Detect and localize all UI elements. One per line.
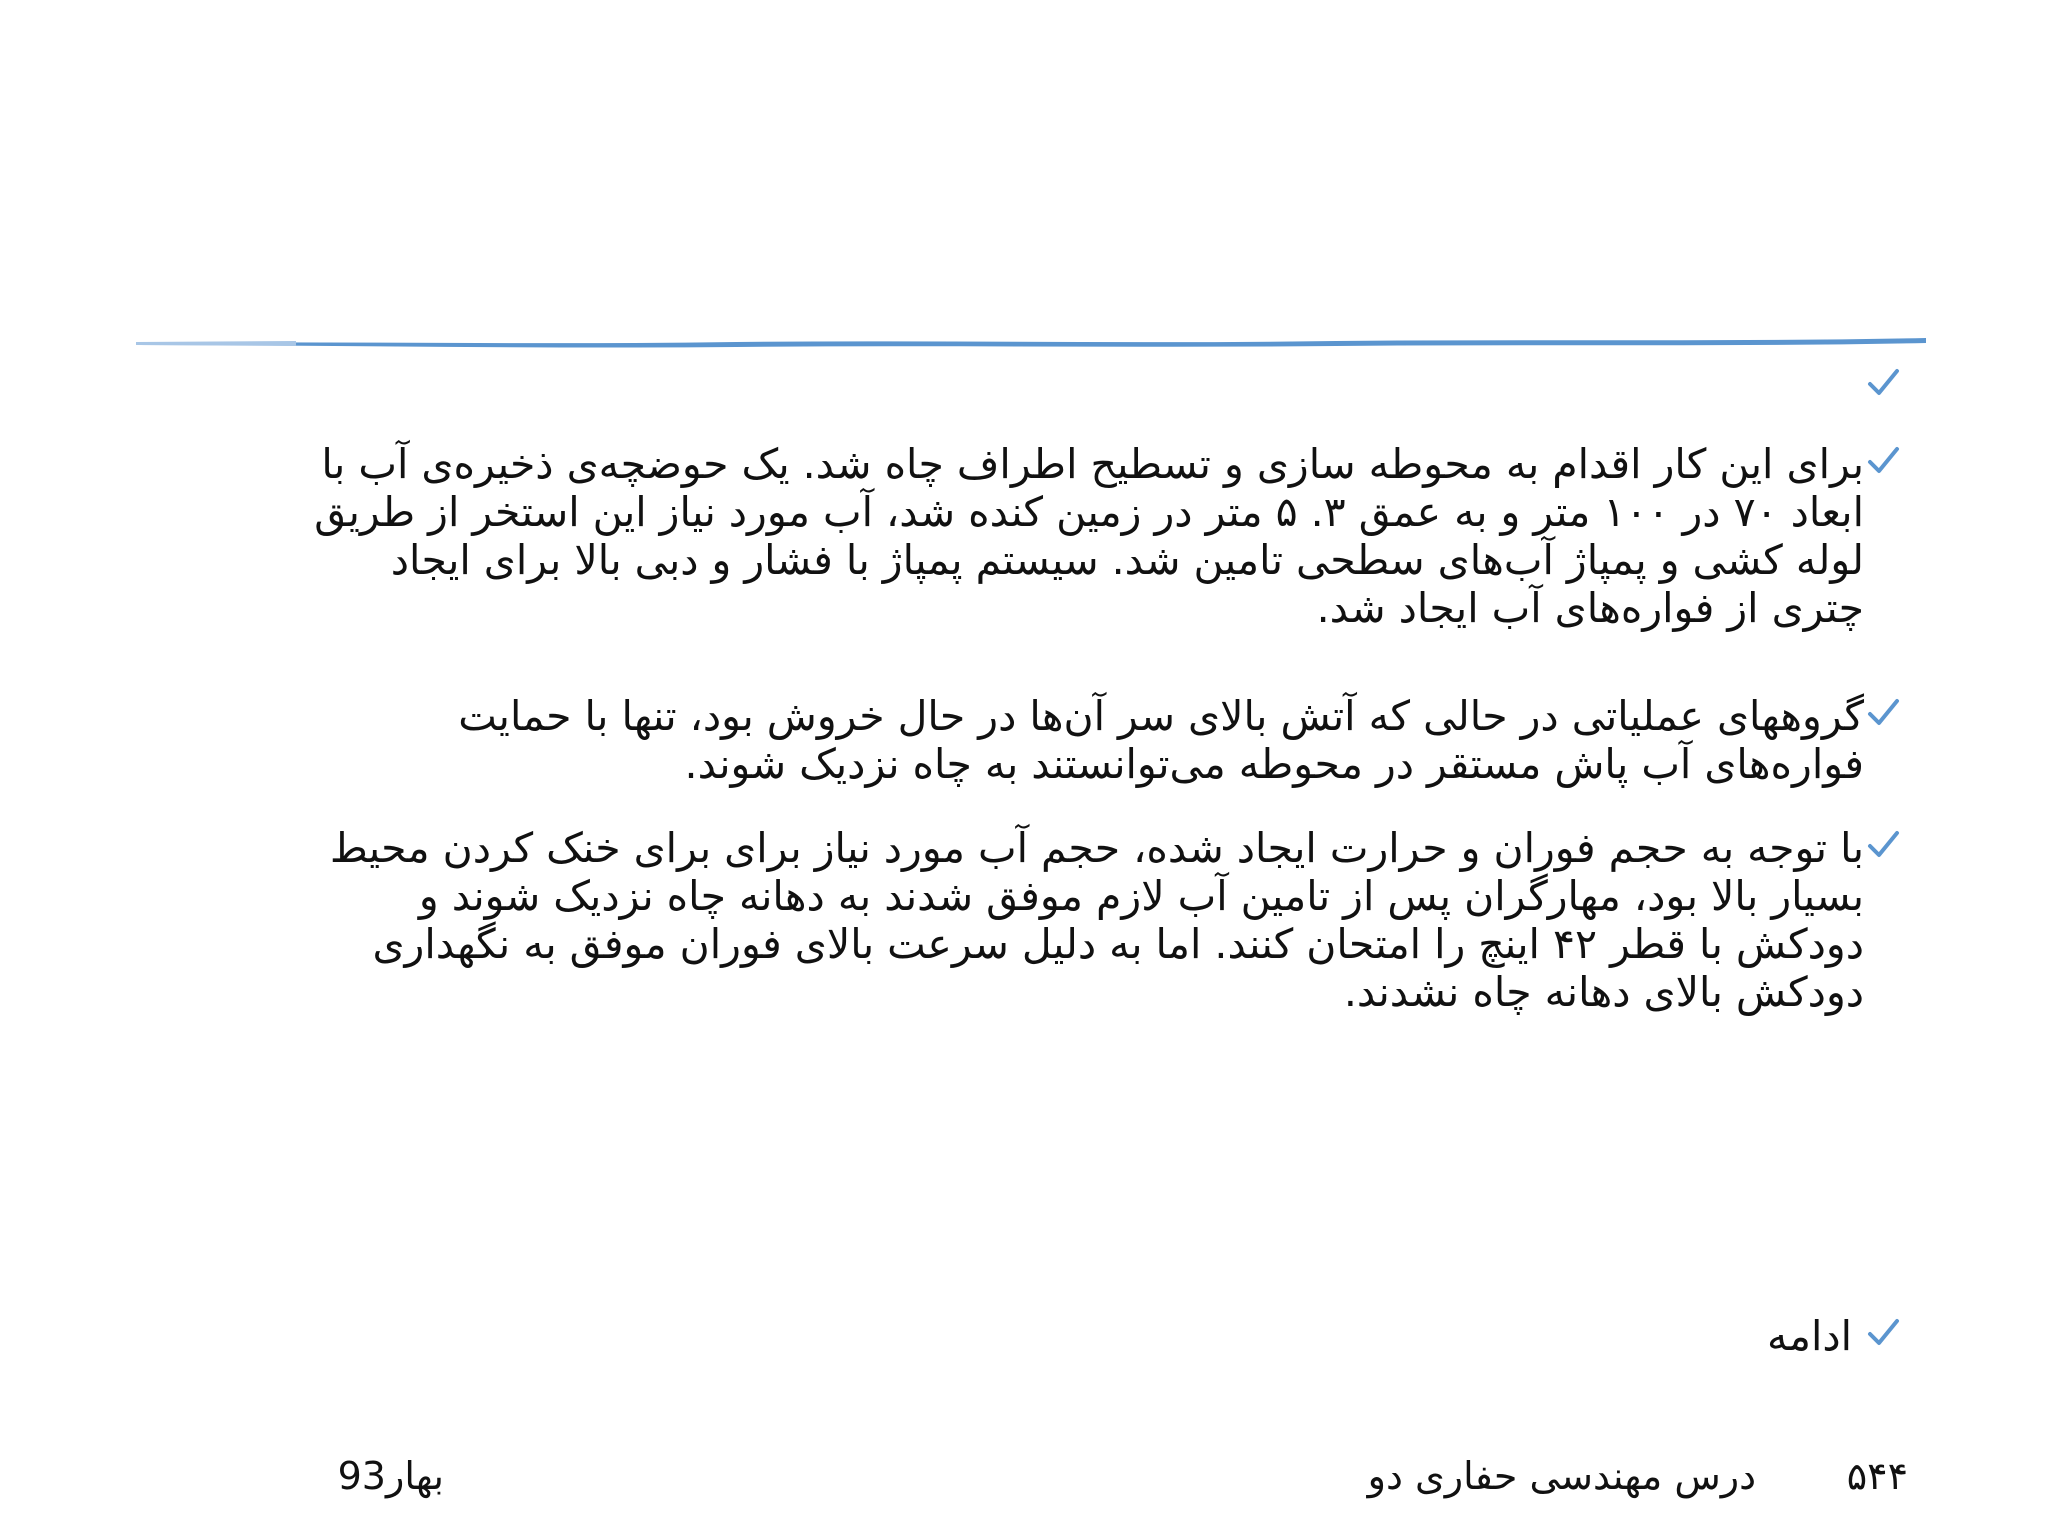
bullet-text: برای این کار اقدام به محوطه سازی و تسطیح اطراف چاه شد. یک حوضچه‌ی ذخیره‌ی آب با ابعاد ۷۰ در ۱۰۰ متر و به عمق ۳. ۵ متر در زمین کنده شد، آب مورد نیاز این استخر از طریق لوله کشی و پمپاژ آب‌های سطحی تامین شد. سیستم پمپاژ با فشار و دبی بالا برای ایجاد چتری از فواره‌های آب ایجاد شد. bbox=[314, 440, 1864, 632]
checkmark-icon bbox=[1866, 1316, 1900, 1350]
bullet-text: گروههای عملیاتی در حالی که آتش بالای سر آن‌ها در حال خروش بود، تنها با حمایت فواره‌های آب پاش مستقر در محوطه می‌توانستند به چاه نزدیک شوند. bbox=[458, 692, 1864, 788]
divider-stroke-fade bbox=[136, 341, 296, 346]
checkmark-icon bbox=[1866, 444, 1900, 478]
bullet-continue bbox=[120, 1312, 1900, 1360]
footer-term: بهار93 bbox=[337, 1454, 444, 1498]
title-divider bbox=[136, 332, 1926, 352]
checkmark-icon bbox=[1866, 828, 1900, 862]
divider-stroke bbox=[136, 338, 1926, 348]
bullet-water-volume bbox=[120, 824, 1900, 1016]
bullet-text: با توجه به حجم فوران و حرارت ایجاد شده، حجم آب مورد نیاز برای برای خنک کردن محیط بسیار بالا بود، مهارگران پس از تامین آب لازم موفق شدند به دهانه چاه نزدیک شوند و دودکش با قطر ۴۲ اینچ را امتحان کنند. اما به دلیل سرعت بالای فوران موفق به نگهداری دودکش بالای دهانه چاه نشدند. bbox=[329, 824, 1864, 1016]
bullet-pool-construction bbox=[120, 440, 1900, 632]
bullet-text: ادامه bbox=[1767, 1312, 1852, 1360]
checkmark-icon bbox=[1866, 366, 1900, 400]
checkmark-icon bbox=[1866, 696, 1900, 730]
bullet-operation-teams bbox=[120, 692, 1900, 788]
footer-page-number: ۵۴۴ bbox=[1846, 1454, 1908, 1498]
footer-course-title: درس مهندسی حفاری دو bbox=[1367, 1454, 1756, 1498]
